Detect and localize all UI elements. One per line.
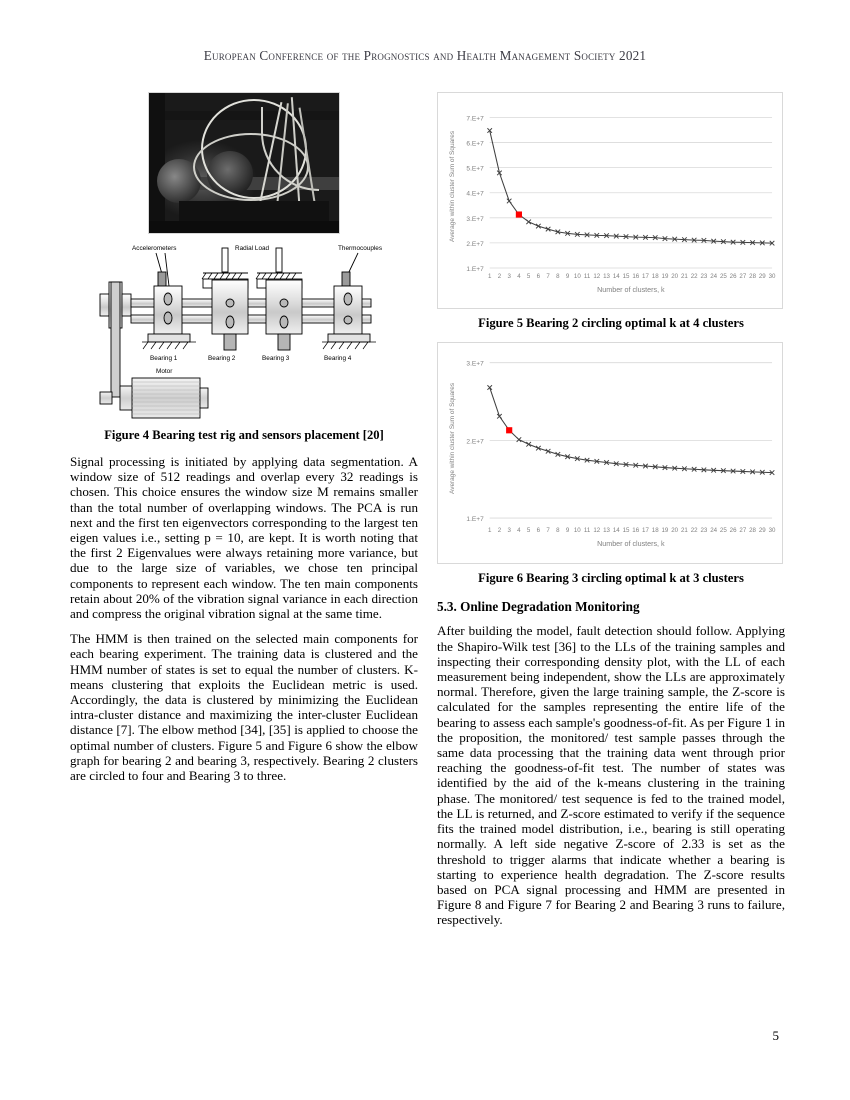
figure-4-caption: Figure 4 Bearing test rig and sensors placement [20] — [104, 428, 384, 442]
svg-text:10: 10 — [573, 272, 581, 280]
svg-text:4: 4 — [517, 272, 521, 280]
svg-text:27: 27 — [739, 272, 747, 280]
svg-text:1.E+7: 1.E+7 — [466, 515, 484, 523]
svg-text:Number of clusters, k: Number of clusters, k — [597, 539, 665, 548]
svg-text:3: 3 — [507, 526, 511, 534]
svg-text:3.E+7: 3.E+7 — [466, 360, 484, 368]
svg-text:5: 5 — [526, 526, 531, 534]
right-paragraph-1: After building the model, fault detection should follow. Applying the Shapiro-Wilk test [36] to the LLs of the training samples and inspecting their corresponding density plot, with the LL of each measurement being independent, show the LLs are approximately normal. Therefore, given the large training sample, the Z-score is calculated for the samples representing the entire life of the bearing to assess each sample's goodness-of-fit. As per Figure 1 in the proposition, the monitored/ test sample passes through the same data processing that the training data went through prior reaching the goodness-of-fit test. The number of states was identified by the aid of the k-means clustering in the training phase. The monitored/ test sequence is fed to the trained model, the LL is returned, and Z-score estimated to verify if the sequence fits the trained model distribution, i.e., bearing is still operating normally. A left side negative Z-score of 2.33 is set as the threshold to trigger alarms that indicate whether a bearing is starting to experience health degradation. The Z-score results based on PCA signal processing and HMM are presented in Figure 8 and Figure 7 for Bearing 2 and Bearing 3 runs to failure, respectively. — [437, 623, 785, 928]
svg-text:25: 25 — [719, 526, 727, 534]
label-motor: Motor — [156, 368, 173, 375]
svg-text:28: 28 — [749, 272, 757, 280]
svg-text:20: 20 — [671, 272, 679, 280]
label-bearing-3: Bearing 3 — [262, 355, 290, 362]
figure-4-schematic — [70, 236, 418, 421]
label-accelerometers: Accelerometers — [132, 245, 177, 252]
figure-6-caption: Figure 6 Bearing 3 circling optimal k at 3 clusters — [478, 571, 744, 586]
svg-text:24: 24 — [710, 272, 718, 280]
svg-text:21: 21 — [680, 526, 688, 534]
svg-text:17: 17 — [642, 526, 649, 534]
svg-text:19: 19 — [661, 526, 669, 534]
svg-text:9: 9 — [565, 526, 570, 534]
svg-text:18: 18 — [651, 272, 659, 280]
svg-text:Number of clusters, k: Number of clusters, k — [597, 285, 665, 294]
figure-6-chart — [437, 342, 783, 565]
svg-text:7: 7 — [546, 272, 550, 280]
svg-text:7: 7 — [546, 526, 550, 534]
right-column — [437, 92, 785, 938]
svg-text:5.E+7: 5.E+7 — [466, 165, 484, 173]
svg-text:21: 21 — [680, 272, 688, 280]
figure-5-caption: Figure 5 Bearing 2 circling optimal k at 4 clusters — [478, 315, 744, 330]
svg-text:11: 11 — [583, 272, 591, 280]
svg-text:3: 3 — [507, 272, 511, 280]
svg-text:15: 15 — [622, 526, 630, 534]
figure-4 — [70, 92, 418, 443]
svg-text:19: 19 — [661, 272, 669, 280]
svg-text:1: 1 — [487, 272, 492, 280]
svg-text:7.E+7: 7.E+7 — [466, 115, 484, 123]
svg-text:2.E+7: 2.E+7 — [466, 240, 484, 248]
svg-text:22: 22 — [690, 272, 698, 280]
svg-text:9: 9 — [565, 272, 570, 280]
label-radial-load: Radial Load — [235, 245, 270, 252]
label-bearing-1: Bearing 1 — [150, 355, 178, 362]
svg-text:6: 6 — [536, 526, 541, 534]
label-bearing-2: Bearing 2 — [208, 355, 236, 362]
svg-text:29: 29 — [758, 272, 766, 280]
svg-text:24: 24 — [710, 526, 718, 534]
svg-text:6.E+7: 6.E+7 — [466, 140, 484, 148]
svg-text:16: 16 — [632, 272, 640, 280]
svg-text:13: 13 — [603, 272, 610, 280]
svg-text:20: 20 — [671, 526, 679, 534]
svg-text:27: 27 — [739, 526, 747, 534]
svg-text:4.E+7: 4.E+7 — [466, 190, 484, 198]
svg-text:2.E+7: 2.E+7 — [466, 438, 484, 446]
svg-text:30: 30 — [768, 526, 776, 534]
svg-text:15: 15 — [622, 272, 630, 280]
svg-text:Average within cluster Sum of: Average within cluster Sum of Squares — [448, 382, 456, 494]
label-thermocouples: Thermocouples — [338, 245, 383, 252]
svg-text:26: 26 — [729, 526, 737, 534]
figure-6-elbow-plot — [438, 343, 782, 564]
svg-text:26: 26 — [729, 272, 737, 280]
svg-text:28: 28 — [749, 526, 757, 534]
running-header: European Conference of the Prognostics and Health Management Society 2021 — [203, 48, 647, 63]
svg-text:22: 22 — [690, 526, 698, 534]
svg-text:11: 11 — [583, 526, 591, 534]
svg-text:10: 10 — [573, 526, 581, 534]
svg-text:14: 14 — [612, 272, 620, 280]
svg-text:4: 4 — [517, 526, 521, 534]
svg-text:23: 23 — [700, 272, 708, 280]
svg-text:Average within cluster Sum of: Average within cluster Sum of Squares — [448, 130, 456, 242]
svg-text:30: 30 — [768, 272, 776, 280]
svg-text:8: 8 — [556, 526, 560, 534]
svg-text:29: 29 — [758, 526, 766, 534]
figure-4-photograph — [148, 92, 340, 234]
svg-text:12: 12 — [593, 526, 601, 534]
page-number: 5 — [772, 1028, 779, 1043]
svg-text:1.E+7: 1.E+7 — [466, 265, 484, 273]
svg-text:5: 5 — [526, 272, 531, 280]
svg-text:1: 1 — [487, 526, 492, 534]
svg-text:2: 2 — [497, 272, 502, 280]
left-paragraph-1: Signal processing is initiated by applying data segmentation. A window size of 512 readings and overlap every 32 readings is chosen. This choice ensures the window size M remains smaller than the total number of overlapping windows. The PCA is run next and the first ten eigenvectors corresponding to the largest ten eigen values i.e., setting p = 10, are kept. It is worth noting that the first 2 Eigenvalues were always retaining more variance, but due to the large size of variables, we chose ten principal components to represent each window. The ten main components retain about 20% of the vibration signal variance in each direction and compress the original vibration signal at the same time. — [70, 454, 418, 622]
svg-text:6: 6 — [536, 272, 541, 280]
section-heading-5-3: 5.3. Online Degradation Monitoring — [437, 599, 640, 615]
svg-text:2: 2 — [497, 526, 502, 534]
svg-text:13: 13 — [603, 526, 610, 534]
label-bearing-4: Bearing 4 — [324, 355, 352, 362]
svg-text:12: 12 — [593, 272, 601, 280]
svg-text:17: 17 — [642, 272, 649, 280]
svg-text:16: 16 — [632, 526, 640, 534]
left-column — [70, 92, 418, 793]
svg-text:25: 25 — [719, 272, 727, 280]
svg-text:8: 8 — [556, 272, 560, 280]
svg-text:23: 23 — [700, 526, 708, 534]
svg-text:18: 18 — [651, 526, 659, 534]
svg-text:3.E+7: 3.E+7 — [466, 215, 484, 223]
left-paragraph-2: The HMM is then trained on the selected main components for each bearing experiment. The training data is clustered and the HMM number of states is set to equal the number of clusters. K-means clustering that exploits the Euclidean metric is used. Accordingly, the data is clustered by minimizing the Euclidean intra-cluster distance and maximizing the inter-cluster Euclidean distance [7]. The elbow method [34], [35] is applied to choose the optimal number of clusters. Figure 5 and Figure 6 show the elbow graph for bearing 2 and bearing 3, respectively. Bearing 2 clusters are circled to four and Bearing 3 to three. — [70, 631, 418, 784]
figure-5-chart — [437, 92, 783, 309]
figure-5-elbow-plot — [438, 93, 782, 308]
svg-text:14: 14 — [612, 526, 620, 534]
